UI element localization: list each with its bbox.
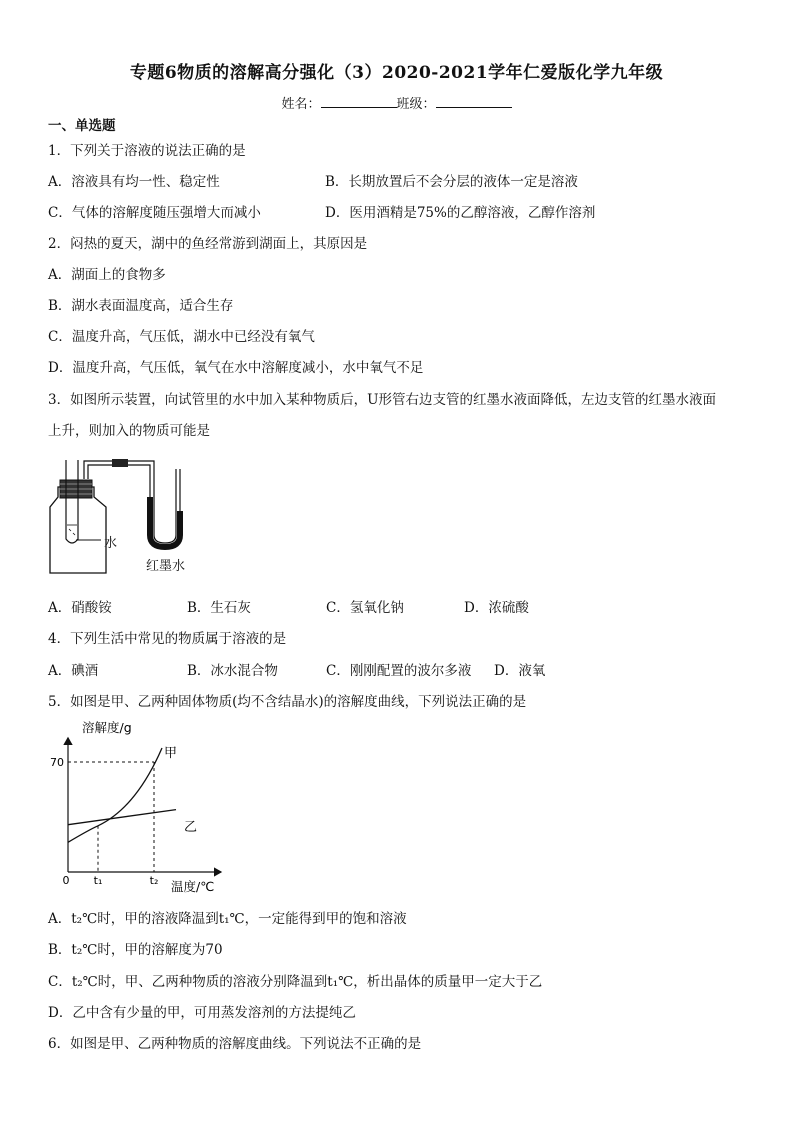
series-yi-line [68,810,176,825]
name-blank[interactable] [321,95,397,108]
question-4-option-d[interactable]: D．液氧 [494,663,546,679]
question-6-stem: 6．如图是甲、乙两种物质的溶解度曲线。下列说法不正确的是 [48,1036,422,1052]
question-2-option-a[interactable]: A．湖面上的食物多 [48,267,166,283]
solubility-chart [46,716,236,896]
student-info-line [0,93,793,112]
origin-label: 0 [62,874,70,887]
question-4-option-b[interactable]: B．冰水混合物 [187,663,278,679]
question-2-option-c[interactable]: C．温度升高，气压低，湖水中已经没有氧气 [48,329,315,345]
test-tube [66,460,78,543]
question-4-option-c[interactable]: C．刚刚配置的波尔多液 [326,663,472,679]
x-tick-t2: t₂ [149,874,159,887]
rubber-joint [112,459,128,467]
question-3-option-a[interactable]: A．硝酸铵 [48,600,112,616]
question-5-option-b[interactable]: B．t₂℃时，甲的溶解度为70 [48,942,223,958]
question-5-option-a[interactable]: A．t₂℃时，甲的溶液降温到t₁℃，一定能得到甲的饱和溶液 [48,911,407,927]
question-3-stem-line1: 3．如图所示装置，向试管里的水中加入某种物质后，U形管右边支管的红墨水液面降低，左边支管的红墨水液面 [48,392,716,408]
page-title: 专题6物质的溶解高分强化（3）2020-2021学年仁爱版化学九年级 [129,63,664,83]
question-2-option-d[interactable]: D．温度升高，气压低，氧气在水中溶解度减小，水中氧气不足 [48,360,424,376]
question-5-stem: 5．如图是甲、乙两种固体物质(均不含结晶水)的溶解度曲线，下列说法正确的是 [48,694,527,710]
x-tick-t1: t₁ [93,874,103,887]
question-5-option-d[interactable]: D．乙中含有少量的甲，可用蒸发溶剂的方法提纯乙 [48,1005,356,1021]
y-tick-70: 70 [50,756,64,769]
question-1-option-a[interactable]: A．溶液具有均一性、稳定性 [48,174,220,190]
question-1-option-d[interactable]: D．医用酒精是75%的乙醇溶液，乙醇作溶剂 [325,205,596,221]
question-4-stem: 4．下列生活中常见的物质属于溶液的是 [48,631,287,647]
question-3-option-d[interactable]: D．浓硫酸 [464,600,529,616]
class-blank[interactable] [436,95,512,108]
name-label: 姓名： [281,97,321,112]
question-3-option-c[interactable]: C．氢氧化钠 [326,600,404,616]
question-1-option-b[interactable]: B．长期放置后不会分层的液体一定是溶液 [325,174,578,190]
question-2-stem: 2．闷热的夏天，湖中的鱼经常游到湖面上，其原因是 [48,236,368,252]
question-3-stem-line2: 上升，则加入的物质可能是 [48,423,210,439]
red-ink-label: 红墨水 [146,559,186,574]
section-heading: 一、单选题 [48,118,116,134]
question-1-option-c[interactable]: C．气体的溶解度随压强增大而减小 [48,205,261,221]
series-label-yi: 乙 [184,820,198,835]
series-label-jia: 甲 [164,746,178,761]
x-axis-label: 温度/℃ [171,879,215,894]
connecting-tube [84,461,116,479]
y-axis-label: 溶解度/g [82,720,132,735]
question-3-option-b[interactable]: B．生石灰 [187,600,251,616]
question-2-option-b[interactable]: B．湖水表面温度高，适合生存 [48,298,234,314]
class-label: 班级： [396,97,436,112]
question-5-option-c[interactable]: C．t₂℃时，甲、乙两种物质的溶液分别降温到t₁℃，析出晶体的质量甲一定大于乙 [48,974,543,990]
water-label: 水 [104,536,118,551]
question-1-stem: 1．下列关于溶液的说法正确的是 [48,143,246,159]
question-4-option-a[interactable]: A．碘酒 [48,663,99,679]
